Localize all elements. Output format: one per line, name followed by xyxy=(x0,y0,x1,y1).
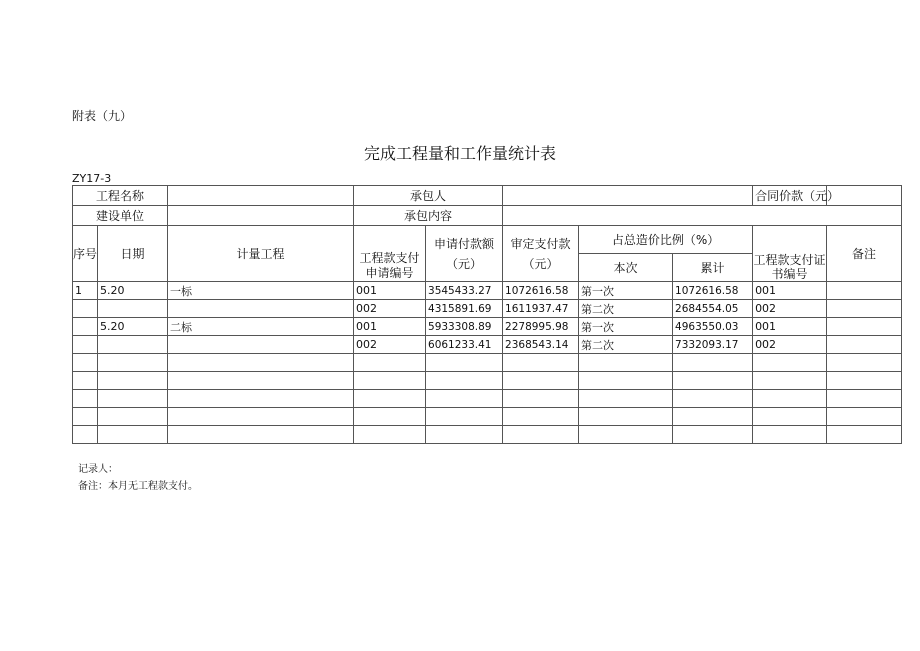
apply-amount-cell: 5933308.89 xyxy=(426,318,503,336)
measured-item-cell: 二标 xyxy=(168,318,354,336)
date-header: 日期 xyxy=(98,226,168,282)
seq-cell xyxy=(73,354,98,372)
date-cell xyxy=(98,354,168,372)
current-cell: 第一次 xyxy=(579,282,673,300)
measured-item-cell xyxy=(168,372,354,390)
apply-no-cell xyxy=(354,408,426,426)
cumulative-header: 累计 xyxy=(673,254,753,282)
cert-no-header: 工程款支付证书编号 xyxy=(753,226,827,282)
apply-amount-cell: 3545433.27 xyxy=(426,282,503,300)
recorder-label: 记录人： xyxy=(78,464,118,475)
cert-no-cell xyxy=(753,426,827,444)
date-cell: 5.20 xyxy=(98,282,168,300)
remark-cell xyxy=(827,426,902,444)
apply-amount-cell xyxy=(426,390,503,408)
cumulative-cell xyxy=(673,408,753,426)
remark-cell xyxy=(827,318,902,336)
seq-cell xyxy=(73,372,98,390)
seq-cell xyxy=(73,408,98,426)
appendix-label: 附表（九） xyxy=(72,109,133,123)
apply-amount-cell: 4315891.69 xyxy=(426,300,503,318)
date-cell xyxy=(98,372,168,390)
remark-cell xyxy=(827,282,902,300)
current-cell xyxy=(579,390,673,408)
cert-no-cell xyxy=(753,354,827,372)
apply-amount-cell xyxy=(426,354,503,372)
info-row-1 xyxy=(73,186,902,206)
approved-amount-cell xyxy=(503,372,579,390)
page-title: 完成工程量和工作量统计表 xyxy=(363,144,556,163)
cumulative-cell: 2684554.05 xyxy=(673,300,753,318)
project-name-label: 工程名称 xyxy=(73,186,168,206)
apply-no-cell xyxy=(354,372,426,390)
current-header: 本次 xyxy=(579,254,673,282)
builder-value xyxy=(168,206,354,226)
apply-no-cell xyxy=(354,426,426,444)
apply-no-cell xyxy=(354,354,426,372)
remark-cell xyxy=(827,336,902,354)
current-cell: 第一次 xyxy=(579,318,673,336)
cumulative-cell xyxy=(673,390,753,408)
cumulative-cell xyxy=(673,354,753,372)
table-row xyxy=(73,390,902,408)
contractor-value xyxy=(503,186,753,206)
statistics-table xyxy=(72,185,902,444)
cert-no-cell: 002 xyxy=(753,336,827,354)
apply-amount-cell: 6061233.41 xyxy=(426,336,503,354)
table-row xyxy=(73,336,902,354)
approved-amount-cell xyxy=(503,408,579,426)
remark-cell xyxy=(827,354,902,372)
cumulative-cell xyxy=(673,372,753,390)
seq-cell xyxy=(73,390,98,408)
approved-amount-header: 审定支付款（元） xyxy=(503,226,579,282)
cumulative-cell: 1072616.58 xyxy=(673,282,753,300)
cumulative-cell: 7332093.17 xyxy=(673,336,753,354)
approved-amount-cell: 1072616.58 xyxy=(503,282,579,300)
current-cell: 第二次 xyxy=(579,336,673,354)
measured-work-header: 计量工程 xyxy=(168,226,354,282)
current-cell xyxy=(579,426,673,444)
data-rows xyxy=(73,282,902,444)
measured-item-cell xyxy=(168,354,354,372)
approved-amount-cell xyxy=(503,426,579,444)
table-row xyxy=(73,408,902,426)
apply-amount-cell xyxy=(426,372,503,390)
approved-amount-cell xyxy=(503,354,579,372)
approved-amount-cell: 2278995.98 xyxy=(503,318,579,336)
apply-no-cell: 001 xyxy=(354,318,426,336)
column-header-row-1 xyxy=(73,226,902,254)
cumulative-cell xyxy=(673,426,753,444)
date-cell xyxy=(98,390,168,408)
cert-no-cell xyxy=(753,408,827,426)
seq-cell xyxy=(73,300,98,318)
ratio-header: 占总造价比例（%） xyxy=(579,226,753,254)
current-cell xyxy=(579,408,673,426)
measured-item-cell xyxy=(168,390,354,408)
current-cell xyxy=(579,372,673,390)
measured-item-cell xyxy=(168,336,354,354)
date-cell: 5.20 xyxy=(98,318,168,336)
table-row xyxy=(73,372,902,390)
current-cell xyxy=(579,354,673,372)
footer-note: 备注：本月无工程款支付。 xyxy=(78,481,198,492)
seq-cell xyxy=(73,336,98,354)
date-cell xyxy=(98,426,168,444)
table-row xyxy=(73,282,902,300)
approved-amount-cell xyxy=(503,390,579,408)
measured-item-cell: 一标 xyxy=(168,282,354,300)
cert-no-cell xyxy=(753,372,827,390)
apply-no-cell: 002 xyxy=(354,300,426,318)
apply-amount-cell xyxy=(426,426,503,444)
date-cell xyxy=(98,336,168,354)
remark-cell xyxy=(827,300,902,318)
measured-item-cell xyxy=(168,408,354,426)
cert-no-cell: 001 xyxy=(753,282,827,300)
info-row-2 xyxy=(73,206,902,226)
remark-cell xyxy=(827,390,902,408)
remark-header: 备注 xyxy=(827,226,902,282)
seq-cell xyxy=(73,426,98,444)
remark-cell xyxy=(827,408,902,426)
approved-amount-cell: 2368543.14 xyxy=(503,336,579,354)
date-cell xyxy=(98,300,168,318)
seq-header: 序号 xyxy=(73,226,98,282)
approved-amount-cell: 1611937.47 xyxy=(503,300,579,318)
apply-no-header: 工程款支付申请编号 xyxy=(354,226,426,282)
builder-label: 建设单位 xyxy=(73,206,168,226)
apply-no-cell xyxy=(354,390,426,408)
table-row xyxy=(73,300,902,318)
table-row xyxy=(73,426,902,444)
project-name-value xyxy=(168,186,354,206)
date-cell xyxy=(98,408,168,426)
cert-no-cell: 002 xyxy=(753,300,827,318)
apply-amount-header: 申请付款额（元） xyxy=(426,226,503,282)
measured-item-cell xyxy=(168,300,354,318)
apply-no-cell: 002 xyxy=(354,336,426,354)
contract-price-label: 合同价款（元） xyxy=(753,186,827,206)
apply-amount-cell xyxy=(426,408,503,426)
table-row xyxy=(73,318,902,336)
measured-item-cell xyxy=(168,426,354,444)
table-row xyxy=(73,354,902,372)
cert-no-cell xyxy=(753,390,827,408)
form-code: ZY17-3 xyxy=(72,172,112,185)
remark-cell xyxy=(827,372,902,390)
contract-content-value xyxy=(503,206,902,226)
cert-no-cell: 001 xyxy=(753,318,827,336)
seq-cell xyxy=(73,318,98,336)
contractor-label: 承包人 xyxy=(354,186,503,206)
contract-content-label: 承包内容 xyxy=(354,206,503,226)
apply-no-cell: 001 xyxy=(354,282,426,300)
current-cell: 第二次 xyxy=(579,300,673,318)
seq-cell: 1 xyxy=(73,282,98,300)
cumulative-cell: 4963550.03 xyxy=(673,318,753,336)
